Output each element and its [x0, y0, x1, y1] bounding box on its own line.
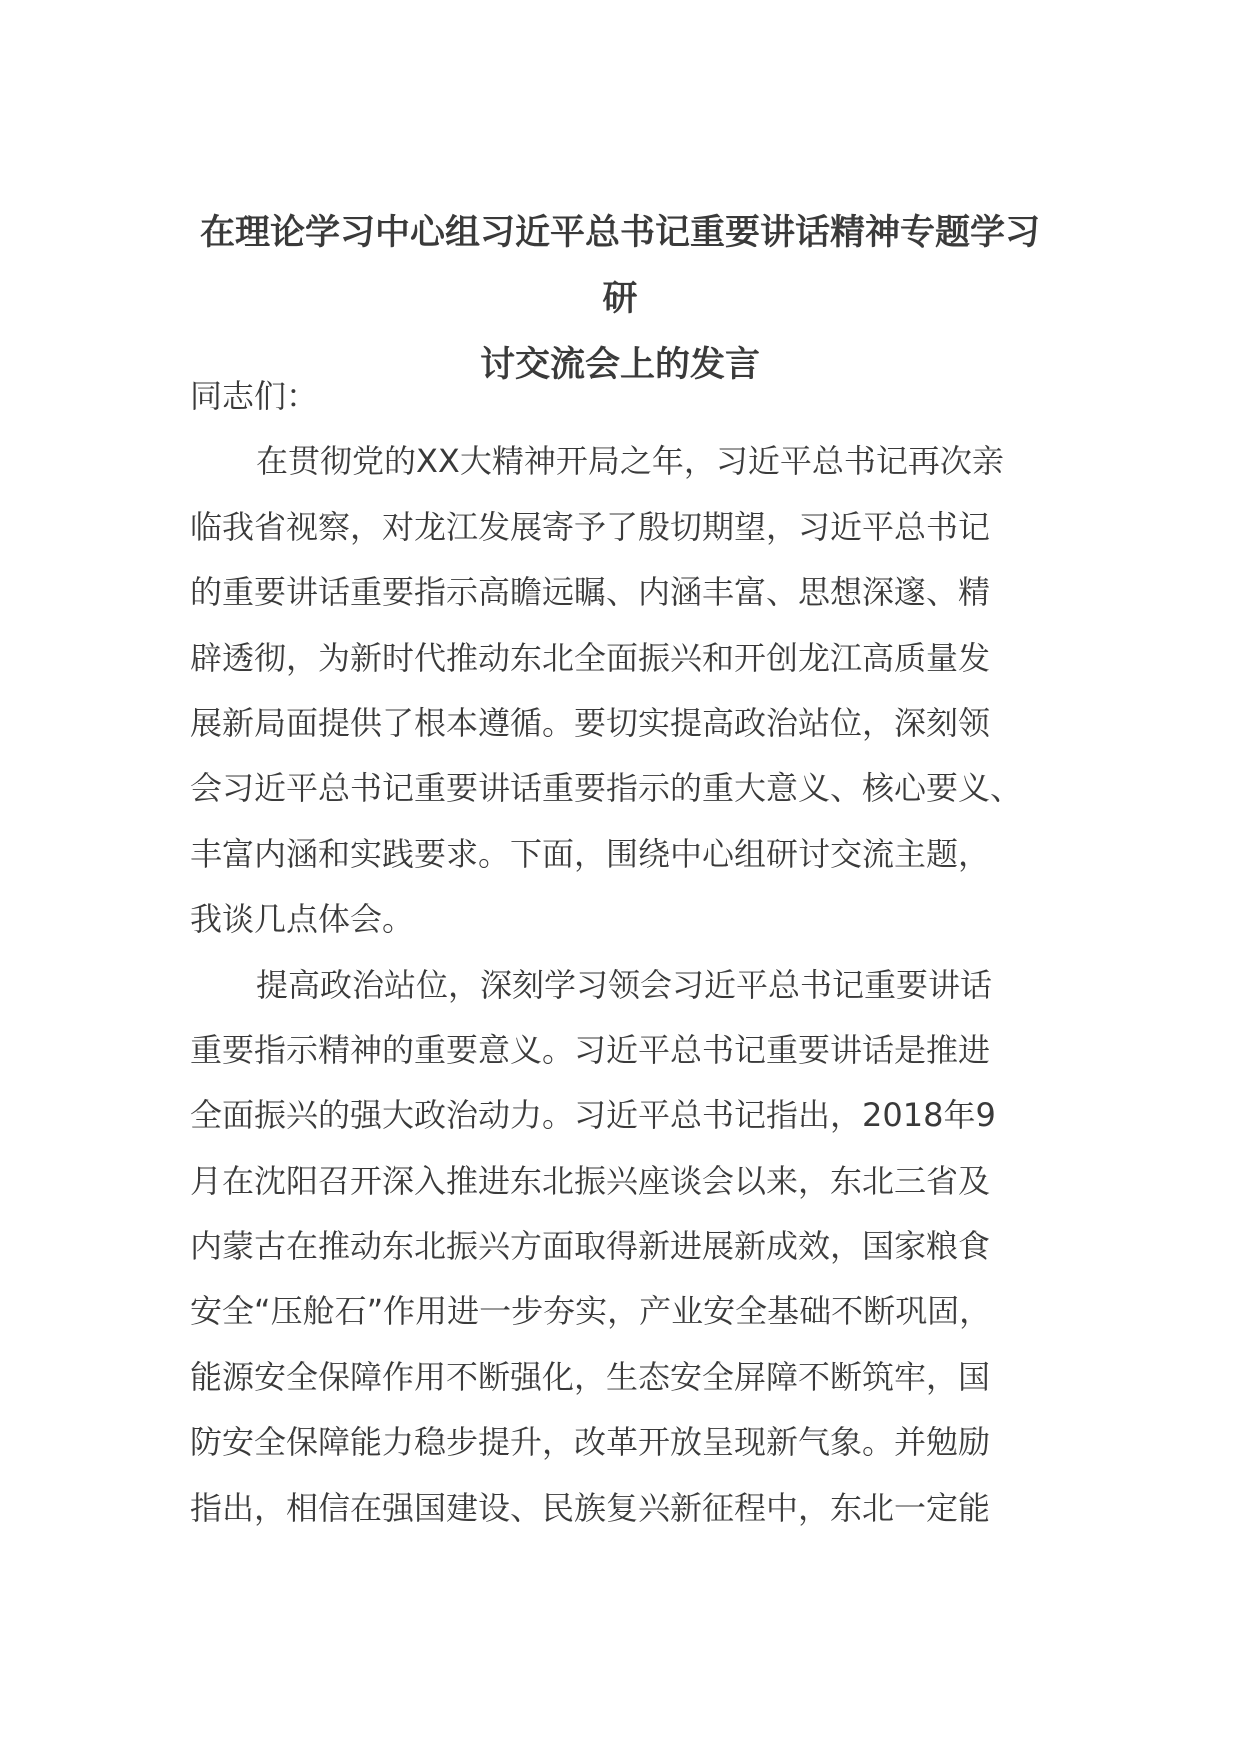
paragraph-line: 提高政治站位，深刻学习领会习近平总书记重要讲话: [256, 965, 993, 1004]
title-line: 讨交流会上的发言: [479, 345, 760, 385]
paragraph-line: 展新局面提供了根本遵循。要切实提高政治站位，深刻领: [190, 703, 991, 742]
paragraph-line: 重要指示精神的重要意义。习近平总书记重要讲话是推进: [190, 1030, 991, 1069]
paragraph-line: 我谈几点体会。: [190, 900, 415, 939]
paragraph-line: 能源安全保障作用不断强化，生态安全屏障不断筑牢，国: [190, 1357, 991, 1396]
paragraph-line: 的重要讲话重要指示高瞻远瞩、内涵丰富、思想深邃、精: [190, 573, 991, 612]
paragraph-line: 临我省视察，对龙江发展寄予了殷切期望，习近平总书记: [190, 507, 991, 546]
title-line: 在理论学习中心组习近平总书记重要讲话精神专题学习研: [200, 213, 1041, 319]
paragraph-line: 在贯彻党的XX大精神开局之年，习近平总书记再次亲: [256, 442, 1004, 481]
paragraph-line: 全面振兴的强大政治动力。习近平总书记指出，2018年9: [190, 1096, 996, 1135]
document-body: [190, 364, 1070, 1541]
paragraph-line: 辟透彻，为新时代推动东北全面振兴和开创龙江高质量发: [190, 638, 991, 677]
paragraph-line: 会习近平总书记重要讲话重要指示的重大意义、核心要义、: [190, 769, 1023, 808]
paragraph-line: 内蒙古在推动东北振兴方面取得新进展新成效，国家粮食: [190, 1227, 991, 1266]
paragraph-line: 丰富内涵和实践要求。下面，围绕中心组研讨交流主题，: [190, 834, 991, 873]
paragraph-line: 安全“压舱石”作用进一步夯实，产业安全基础不断巩固，: [190, 1292, 992, 1331]
paragraph-line: 指出，相信在强国建设、民族复兴新征程中，东北一定能: [190, 1488, 991, 1527]
salutation: 同志们：: [190, 377, 319, 415]
paragraph-line: 防安全保障能力稳步提升，改革开放呈现新气象。并勉励: [190, 1423, 991, 1462]
paragraph-line: 月在沈阳召开深入推进东北振兴座谈会以来，东北三省及: [190, 1161, 991, 1200]
